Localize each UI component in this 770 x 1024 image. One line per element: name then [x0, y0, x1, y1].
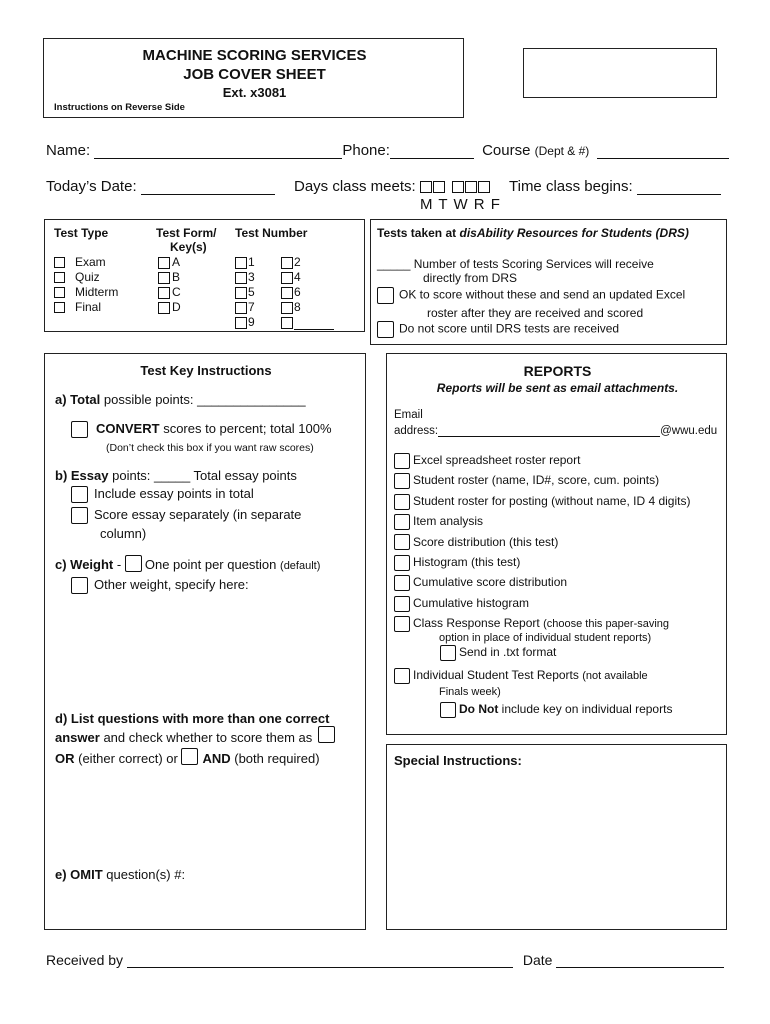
title-line-2: JOB COVER SHEET	[183, 66, 326, 83]
number-5-label: 5	[248, 285, 255, 299]
number-5[interactable]	[235, 285, 255, 300]
omit-label: e) OMIT	[55, 867, 103, 882]
weight-row	[55, 557, 320, 572]
report-class-response-note: (choose this paper-saving	[543, 618, 670, 631]
report-excel[interactable]	[394, 450, 690, 470]
report-class-response-checkbox[interactable]	[394, 616, 410, 632]
test-type-list	[54, 255, 118, 315]
number-7[interactable]	[235, 300, 255, 315]
report-cum-hist-checkbox[interactable]	[394, 596, 410, 612]
number-8-label: 8	[294, 300, 301, 314]
day-checkbox-t[interactable]	[433, 181, 445, 193]
weight-default-note: (default)	[280, 560, 321, 572]
number-other-field[interactable]	[294, 318, 334, 330]
number-9[interactable]	[235, 315, 255, 330]
report-item-analysis-label: Item analysis	[413, 514, 484, 529]
date-field[interactable]	[141, 180, 275, 195]
number-2-label: 2	[294, 255, 301, 269]
form-d-checkbox[interactable]	[158, 302, 170, 314]
footer-row	[46, 952, 724, 968]
report-excel-label: Excel spreadsheet roster report	[413, 453, 581, 467]
and-checkbox[interactable]	[181, 748, 198, 765]
number-4[interactable]	[281, 270, 334, 285]
donot-option[interactable]	[440, 702, 672, 718]
special-instructions-title: Special Instructions:	[394, 753, 522, 768]
form-b[interactable]	[158, 270, 181, 285]
weight-default-checkbox[interactable]	[125, 555, 142, 572]
weight-label: c) Weight	[55, 557, 114, 572]
type-quiz-checkbox[interactable]	[54, 272, 65, 283]
donot-checkbox[interactable]	[440, 702, 456, 718]
convert-label: CONVERT	[96, 421, 160, 436]
report-score-dist-checkbox[interactable]	[394, 534, 410, 550]
report-posting-checkbox[interactable]	[394, 494, 410, 510]
weight-dash: -	[116, 557, 122, 572]
txt-format-label: Send in .txt format	[459, 645, 557, 660]
test-key-box	[44, 353, 366, 930]
weight-other-label: Other weight, specify here:	[94, 577, 249, 592]
multi-answer-line-1: d) List questions with more than one correct	[55, 711, 330, 726]
office-use-box[interactable]	[523, 48, 717, 98]
or-label: OR	[55, 751, 75, 766]
drs-ok-checkbox[interactable]	[377, 287, 394, 304]
type-quiz[interactable]	[54, 270, 118, 285]
date-footer-label: Date	[522, 952, 553, 968]
drs-title	[377, 226, 689, 240]
date-row	[46, 178, 275, 195]
time-row	[509, 178, 721, 195]
report-options	[394, 450, 690, 635]
course-label: Course	[482, 142, 531, 159]
multi-answer-text: and check whether to score them as	[103, 730, 313, 745]
report-histogram-label: Histogram (this test)	[413, 555, 521, 570]
number-8[interactable]	[281, 300, 334, 315]
drs-wait-checkbox[interactable]	[377, 321, 394, 338]
report-cum-hist-label: Cumulative histogram	[413, 595, 530, 610]
email-domain: @wwu.edu	[660, 425, 718, 437]
total-text: possible points: _______________	[103, 392, 306, 407]
type-midterm-checkbox[interactable]	[54, 287, 65, 298]
essay-include-checkbox[interactable]	[71, 486, 88, 503]
drs-ok-option[interactable]	[377, 287, 685, 304]
test-number-list-left	[235, 255, 255, 330]
drs-ok-line-2: roster after they are received and scored	[427, 306, 644, 320]
test-number-header: Test Number	[235, 226, 308, 240]
type-quiz-label: Quiz	[75, 270, 100, 284]
number-2[interactable]	[281, 255, 334, 270]
txt-format-option[interactable]	[440, 645, 556, 661]
drs-title-prefix: Tests taken at	[377, 226, 457, 240]
both-text: (both required)	[234, 751, 320, 766]
received-field[interactable]	[127, 953, 513, 968]
number-2-checkbox[interactable]	[281, 257, 293, 269]
report-histogram-checkbox[interactable]	[394, 555, 410, 571]
report-cum-dist-label: Cumulative score distribution	[413, 575, 568, 590]
form-d[interactable]	[158, 300, 181, 315]
form-b-label: B	[172, 270, 181, 284]
day-checkbox-f[interactable]	[478, 181, 490, 193]
type-final[interactable]	[54, 300, 118, 315]
reports-box	[386, 353, 727, 735]
number-7-label: 7	[248, 300, 255, 314]
test-form-list	[158, 255, 181, 315]
form-c-checkbox[interactable]	[158, 287, 170, 299]
report-roster-label: Student roster (name, ID#, score, cum. points)	[413, 473, 660, 488]
number-1-label: 1	[248, 255, 255, 269]
name-label: Name:	[46, 142, 91, 159]
report-excel-checkbox[interactable]	[394, 453, 410, 469]
essay-separate-label: Score essay separately (in separate	[94, 507, 302, 522]
header-box	[43, 38, 464, 118]
special-instructions-box[interactable]	[386, 744, 727, 930]
report-roster[interactable]	[394, 470, 690, 490]
type-exam-checkbox[interactable]	[54, 257, 65, 268]
multi-answer-line-3	[55, 751, 320, 766]
report-cum-dist-checkbox[interactable]	[394, 575, 410, 591]
number-6-checkbox[interactable]	[281, 287, 293, 299]
number-6[interactable]	[281, 285, 334, 300]
donot-text: include key on individual reports	[501, 702, 673, 717]
and-label: AND	[202, 751, 231, 766]
form-b-checkbox[interactable]	[158, 272, 170, 284]
extension: Ext. x3081	[222, 85, 287, 100]
report-cum-hist[interactable]	[394, 593, 690, 613]
date-footer-field[interactable]	[556, 953, 724, 968]
number-other-checkbox[interactable]	[281, 317, 293, 329]
drs-box	[370, 219, 727, 345]
time-field[interactable]	[637, 180, 721, 195]
individual-note-2: Finals week)	[439, 686, 501, 698]
essay-text: points: _____ Total essay points	[112, 468, 297, 483]
class-response-note-2: option in place of individual student reports)	[439, 632, 652, 644]
number-4-label: 4	[294, 270, 301, 284]
type-midterm[interactable]	[54, 285, 118, 300]
course-note: (Dept & #)	[534, 144, 590, 158]
days-row	[294, 178, 494, 195]
txt-format-checkbox[interactable]	[440, 645, 456, 661]
number-other[interactable]	[281, 315, 334, 330]
weight-default-label: One point per question	[144, 557, 277, 572]
reports-title: REPORTS	[523, 363, 592, 379]
type-final-label: Final	[75, 300, 102, 314]
individual-checkbox[interactable]	[394, 668, 410, 684]
time-label: Time class begins:	[509, 178, 633, 195]
phone-field[interactable]	[390, 144, 474, 159]
drs-wait-label: Do not score until DRS tests are received	[399, 321, 620, 336]
report-posting[interactable]	[394, 491, 690, 511]
form-a-checkbox[interactable]	[158, 257, 170, 269]
weight-other-checkbox[interactable]	[71, 577, 88, 594]
essay-separate-line-2: column)	[100, 526, 147, 541]
number-5-checkbox[interactable]	[235, 287, 247, 299]
drs-title-name: disAbility Resources for Students (DRS)	[459, 226, 689, 240]
phone-label: Phone:	[342, 142, 390, 159]
report-histogram[interactable]	[394, 552, 690, 572]
individual-option[interactable]	[394, 668, 648, 684]
multi-answer-line-2	[55, 730, 339, 745]
either-text: (either correct) or	[78, 751, 178, 766]
instructions-note: Instructions on Reverse Side	[54, 102, 185, 113]
form-c-label: C	[172, 285, 181, 299]
test-type-box	[44, 219, 365, 332]
number-1[interactable]	[235, 255, 255, 270]
essay-separate-option[interactable]	[71, 507, 301, 524]
donot-bold: Do Not	[459, 702, 499, 717]
report-roster-checkbox[interactable]	[394, 473, 410, 489]
number-6-label: 6	[294, 285, 301, 299]
type-exam[interactable]	[54, 255, 118, 270]
number-1-checkbox[interactable]	[235, 257, 247, 269]
omit-text: question(s) #:	[106, 867, 186, 882]
day-checkbox-m[interactable]	[420, 181, 432, 193]
title-line-1: MACHINE SCORING SERVICES	[142, 47, 367, 64]
convert-checkbox[interactable]	[71, 421, 88, 438]
days-letters: M T W R F	[420, 196, 501, 213]
type-final-checkbox[interactable]	[54, 302, 65, 313]
report-item-analysis-checkbox[interactable]	[394, 514, 410, 530]
total-points-row	[55, 392, 306, 407]
reports-subtitle: Reports will be sent as email attachments.	[436, 381, 679, 395]
report-cum-dist[interactable]	[394, 572, 690, 592]
essay-separate-checkbox[interactable]	[71, 507, 88, 524]
form-a-label: A	[172, 255, 181, 269]
address-label: address:	[394, 425, 439, 437]
test-number-list-right	[281, 255, 334, 330]
essay-row	[55, 468, 297, 483]
date-label: Today’s Date:	[46, 178, 137, 195]
days-label: Days class meets:	[294, 178, 416, 195]
drs-count-line-2: directly from DRS	[423, 271, 518, 285]
number-3[interactable]	[235, 270, 255, 285]
report-item-analysis[interactable]	[394, 511, 690, 531]
convert-note: (Don’t check this box if you want raw scores)	[106, 442, 314, 454]
test-form-header-2: Key(s)	[170, 240, 207, 254]
number-7-checkbox[interactable]	[235, 302, 247, 314]
test-form-header: Test Form/	[156, 226, 217, 240]
number-3-checkbox[interactable]	[235, 272, 247, 284]
weight-other-option[interactable]	[71, 577, 249, 594]
report-class-response-label: Class Response Report	[413, 616, 540, 631]
report-score-dist[interactable]	[394, 532, 690, 552]
form-a[interactable]	[158, 255, 181, 270]
total-label: a) Total	[55, 392, 101, 407]
name-row	[46, 142, 729, 159]
individual-label: Individual Student Test Reports	[413, 668, 579, 683]
drs-count-line: _____ Number of tests Scoring Services will receive	[377, 257, 654, 271]
report-score-dist-label: Score distribution (this test)	[413, 534, 559, 549]
email-row	[394, 424, 717, 437]
essay-label: b) Essay	[55, 468, 109, 483]
multi-answer-bold: answer	[55, 730, 100, 745]
email-label: Email	[394, 409, 423, 421]
name-field[interactable]	[94, 144, 342, 159]
convert-row[interactable]	[71, 421, 332, 438]
drs-wait-option[interactable]	[377, 321, 619, 338]
number-9-checkbox[interactable]	[235, 317, 247, 329]
essay-include-label: Include essay points in total	[94, 486, 254, 501]
type-exam-label: Exam	[75, 255, 106, 269]
omit-row	[55, 867, 185, 882]
number-4-checkbox[interactable]	[281, 272, 293, 284]
convert-text: scores to percent; total 100%	[163, 421, 332, 436]
number-8-checkbox[interactable]	[281, 302, 293, 314]
test-key-title: Test Key Instructions	[140, 363, 272, 378]
form-d-label: D	[172, 300, 181, 314]
individual-note: (not available	[582, 670, 648, 683]
type-midterm-label: Midterm	[75, 285, 119, 299]
number-9-label: 9	[248, 315, 255, 329]
email-field[interactable]	[438, 424, 660, 437]
form-c[interactable]	[158, 285, 181, 300]
test-type-header: Test Type	[54, 226, 109, 240]
drs-ok-label: OK to score without these and send an updated Excel	[399, 287, 686, 302]
day-checkbox-w[interactable]	[452, 181, 464, 193]
day-checkbox-r[interactable]	[465, 181, 477, 193]
multi-answer-checkbox[interactable]	[318, 726, 335, 743]
report-posting-label: Student roster for posting (without name, ID 4 digits)	[413, 493, 691, 508]
course-field[interactable]	[597, 144, 729, 159]
received-label: Received by	[46, 952, 124, 968]
essay-include-option[interactable]	[71, 486, 254, 503]
number-3-label: 3	[248, 270, 255, 284]
